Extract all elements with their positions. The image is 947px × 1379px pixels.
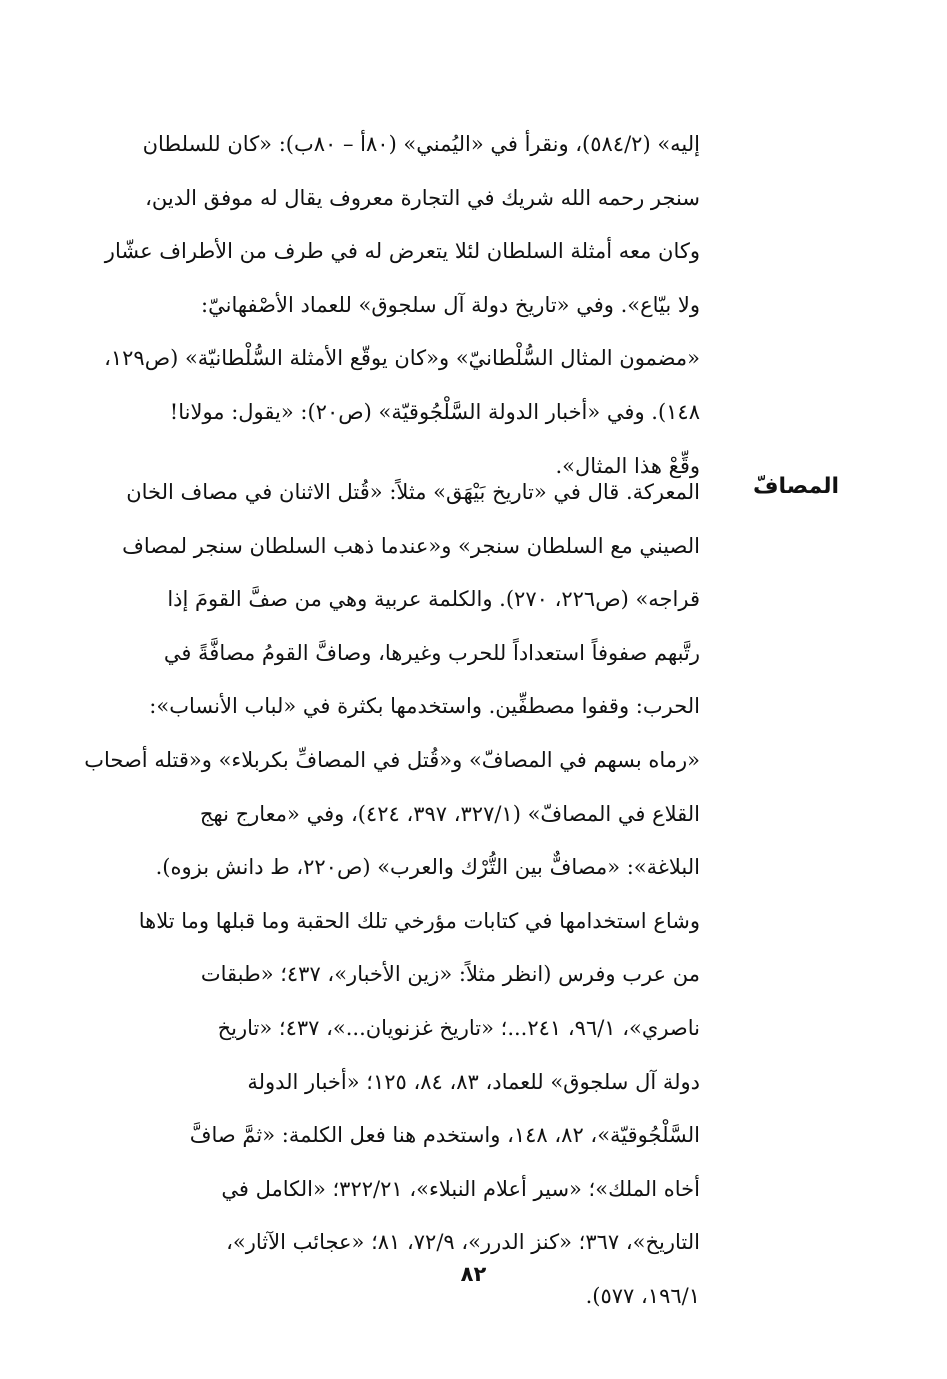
text-line: السَّلْجُوقيّة»، ٨٢، ١٤٨، واستخدم هنا فعل الكلمة: «ثمَّ صافَّ	[189, 1123, 700, 1148]
text-line: سنجر رحمه الله شريك في التجارة معروف يقال له موفق الدين،	[145, 185, 700, 210]
text-line: وقِّعْ هذا المثال».	[555, 453, 700, 478]
text-line: وشاع استخدامها في كتابات مؤرخي تلك الحقبة وما قبلها وما تلاها	[138, 908, 700, 933]
text-line: القلاع في المصافّ» (٣٢٧/١، ٣٩٧، ٤٢٤)، وفي «معارج نهج	[199, 801, 700, 826]
text-line: رتَّبهم صفوفاً استعداداً للحرب وغيرها، وصافَّ القومُ مصافَّةً في	[163, 640, 700, 665]
text-line: إليه» (٥٨٤/٢)، ونقرأ في «اليُمني» (٨٠أ – ٨٠ب): «كان للسلطان	[142, 132, 700, 156]
text-line: ١٤٨). وفي «أخبار الدولة السَّلْجُوقيّة» (ص٢٠): «يقول: مولانا!	[169, 399, 700, 424]
text-line: المعركة. قال في «تاريخ بَيْهَق» مثلاً: «قُتل الاثنان في مصاف الخان	[126, 480, 700, 504]
text-line: وكان معه أمثلة السلطان لئلا يتعرض له في طرف من الأطراف عشّار	[104, 239, 700, 264]
text-line: ١٩٦/١، ٥٧٧).	[585, 1283, 700, 1308]
paragraph-continuation	[104, 118, 700, 493]
text-line: «رماه بسهم في المصافّ» و«قُتل في المصافِّ بكربلاء» و«قتله أصحاب	[84, 747, 700, 772]
text-line: «مضمون المثال السُّلْطانيّ» و«كان يوقّع الأمثلة السُّلْطانيّة» (ص١٢٩،	[104, 346, 700, 371]
text-line: أخاه الملك»؛ «سير أعلام النبلاء»، ٣٢٢/٢١؛ «الكامل في	[221, 1176, 700, 1201]
text-line: الحرب: وقفوا مصطفِّين. واستخدمها بكثرة في «لباب الأنساب»:	[149, 694, 700, 719]
text-line: ولا بيّاع». وفي «تاريخ دولة آل سلجوق» للعماد الأصْفهانيّ:	[201, 292, 700, 317]
page-number: ٨٢	[460, 1262, 487, 1286]
text-line: التاريخ»، ٣٦٧؛ «كنز الدرر»، ٧٢/٩، ٨١؛ «عجائب الآثار»،	[226, 1230, 700, 1255]
text-line: الصيني مع السلطان سنجر» و«عندما ذهب السلطان سنجر لمصاف	[122, 533, 700, 558]
text-line: ناصري»، ٩٦/١، ٢٤١...؛ «تاريخ غزنويان...»، ٤٣٧؛ «تاريخ	[217, 1015, 700, 1040]
text-line: دولة آل سلجوق» للعماد، ٨٣، ٨٤، ١٢٥؛ «أخبار الدولة	[247, 1069, 700, 1094]
text-line: من عرب وفرس (انظر مثلاً: «زين الأخبار»، ٤٣٧؛ «طبقات	[200, 962, 700, 987]
entry-heading: المصافّ	[752, 474, 839, 499]
entry-definition	[84, 466, 700, 1324]
text-line: قراجه» (ص٢٢٦، ٢٧٠). والكلمة عربية وهي من صفَّ القومَ إذا	[167, 587, 700, 612]
text-line: البلاغة»: «مصافٌّ بين التُّرْك والعرب» (ص٢٢٠، ط دانش بزوه).	[155, 855, 700, 880]
